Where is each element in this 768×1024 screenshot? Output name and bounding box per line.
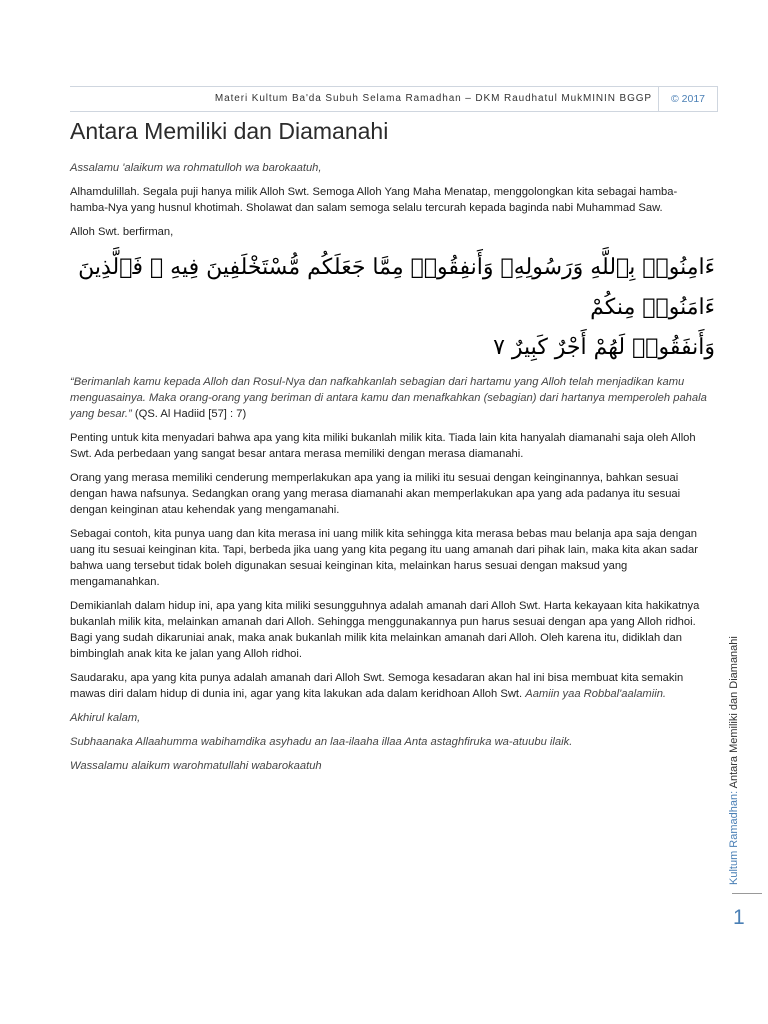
header-year: © 2017 bbox=[658, 87, 718, 111]
subhanaka-prayer: Subhaanaka Allaahumma wabihamdika asyhadu an laa-ilaaha illaa Anta astaghfiruka wa-atuubu ilaik. bbox=[70, 736, 573, 748]
arabic-line-1: ءَامِنُوا۟ بِٱللَّهِ وَرَسُولِهِۦ وَأَنفِقُوا۟ مِمَّا جَعَلَكُم مُّسْتَخْلَفِينَ فِيهِ ۖ فَٱلَّذِينَ ءَامَنُوا۟ مِنكُمْ bbox=[78, 255, 715, 320]
page-header bbox=[70, 86, 718, 112]
paragraph-5 bbox=[70, 670, 715, 702]
arabic-line-2: وَأَنفَقُوا۟ لَهُمْ أَجْرٌ كَبِيرٌ ٧ bbox=[493, 335, 715, 360]
header-title: Materi Kultum Ba'da Subuh Selama Ramadhan – DKM Raudhatul MukMININ BGGP bbox=[214, 93, 652, 104]
paragraph-4: Demikianlah dalam hidup ini, apa yang kita miliki sesungguhnya adalah amanah dari Alloh Swt. Harta kekayaan kita hakikatnya bukanlah milik kita, melainkan amanah dari Alloh. Sehingga menggunakannya pun harus sesuai dengan apa yang Alloh ridhoi. Bagi yang sudah dikaruniai anak, maka anak bukanlah milik kita melainkan amanah dari Alloh. Oleh karena itu, didiklah dan bimbinglah anak kita ke jalan yang Alloh ridhoi. bbox=[70, 600, 700, 660]
wassalamu-closing: Wassalamu alaikum warohmatullahi wabarokaatuh bbox=[70, 760, 322, 772]
verse-reference: (QS. Al Hadiid [57] : 7) bbox=[131, 408, 247, 420]
paragraph-5-text: Saudaraku, apa yang kita punya adalah amanah dari Alloh Swt. Semoga kesadaran akan hal ini bisa membuat kita semakin mawas diri dalam hidup di dunia ini, agar yang kita lakukan ada dalam keridhoan Alloh Swt. bbox=[70, 672, 684, 700]
verse-translation bbox=[70, 374, 715, 422]
side-series-label: Kultum Ramadhan: bbox=[728, 790, 740, 885]
side-topic-label: Antara Memiliki dan Diamanahi bbox=[728, 636, 740, 791]
intro-paragraph: Alhamdulillah. Segala puji hanya milik Alloh Swt. Semoga Alloh Yang Maha Menatap, menggolongkan kita sebagai hamba-hamba-Nya yang husnul khotimah. Sholawat dan salam semoga selalu tercurah kepada baginda nabi Muhammad Saw. bbox=[70, 186, 678, 214]
arabic-verse bbox=[70, 248, 715, 368]
side-running-title bbox=[728, 636, 740, 885]
paragraph-3: Sebagai contoh, kita punya uang dan kita merasa ini uang milik kita sehingga kita merasa bebas mau belanja apa saja dengan uang itu sesuai keinginan kita. Tapi, berbeda jika uang yang kita pegang itu uang amanah dari pihak lain, maka kita akan sadar bahwa uang tersebut tidak boleh digunakan sesuai keinginan kita, melainkan harus sesuai dengan maksud yang mengamanahkan. bbox=[70, 528, 698, 588]
page-title: Antara Memiliki dan Diamanahi bbox=[70, 118, 389, 144]
page-number: 1 bbox=[733, 906, 745, 929]
paragraph-1: Penting untuk kita menyadari bahwa apa yang kita miliki bukanlah milik kita. Tiada lain kita hanyalah diamanahi saja oleh Alloh Swt. Ada perbedaan yang sangat besar antara merasa memiliki dengan merasa diamanahi. bbox=[70, 432, 696, 460]
page-number-divider bbox=[732, 893, 762, 894]
firman-label: Alloh Swt. berfirman, bbox=[70, 226, 174, 238]
translation-quote: “Berimanlah kamu kepada Alloh dan Rosul-Nya dan nafkahkanlah sebagian dari hartamu yang Alloh telah menjadikan kamu menguasainya. Maka orang-orang yang beriman di antara kamu dan menafkahkan (sebagian) dari hartanya memperoleh pahala yang besar.” bbox=[70, 376, 707, 420]
paragraph-2: Orang yang merasa memiliki cenderung memperlakukan apa yang ia miliki itu sesuai dengan keinginannya, bahkan sesuai dengan hawa nafsunya. Sedangkan orang yang merasa diamanahi akan memperlakukan apa yang ada padanya itu sesuai dengan keinginan atau kehendak yang mengamanahi. bbox=[70, 472, 681, 516]
aamiin-text: Aamiin yaa Robbal'aalamiin. bbox=[525, 688, 667, 700]
document-body bbox=[70, 160, 715, 782]
akhirul-kalam: Akhirul kalam, bbox=[70, 712, 141, 724]
greeting: Assalamu 'alaikum wa rohmatulloh wa barokaatuh, bbox=[70, 162, 322, 174]
